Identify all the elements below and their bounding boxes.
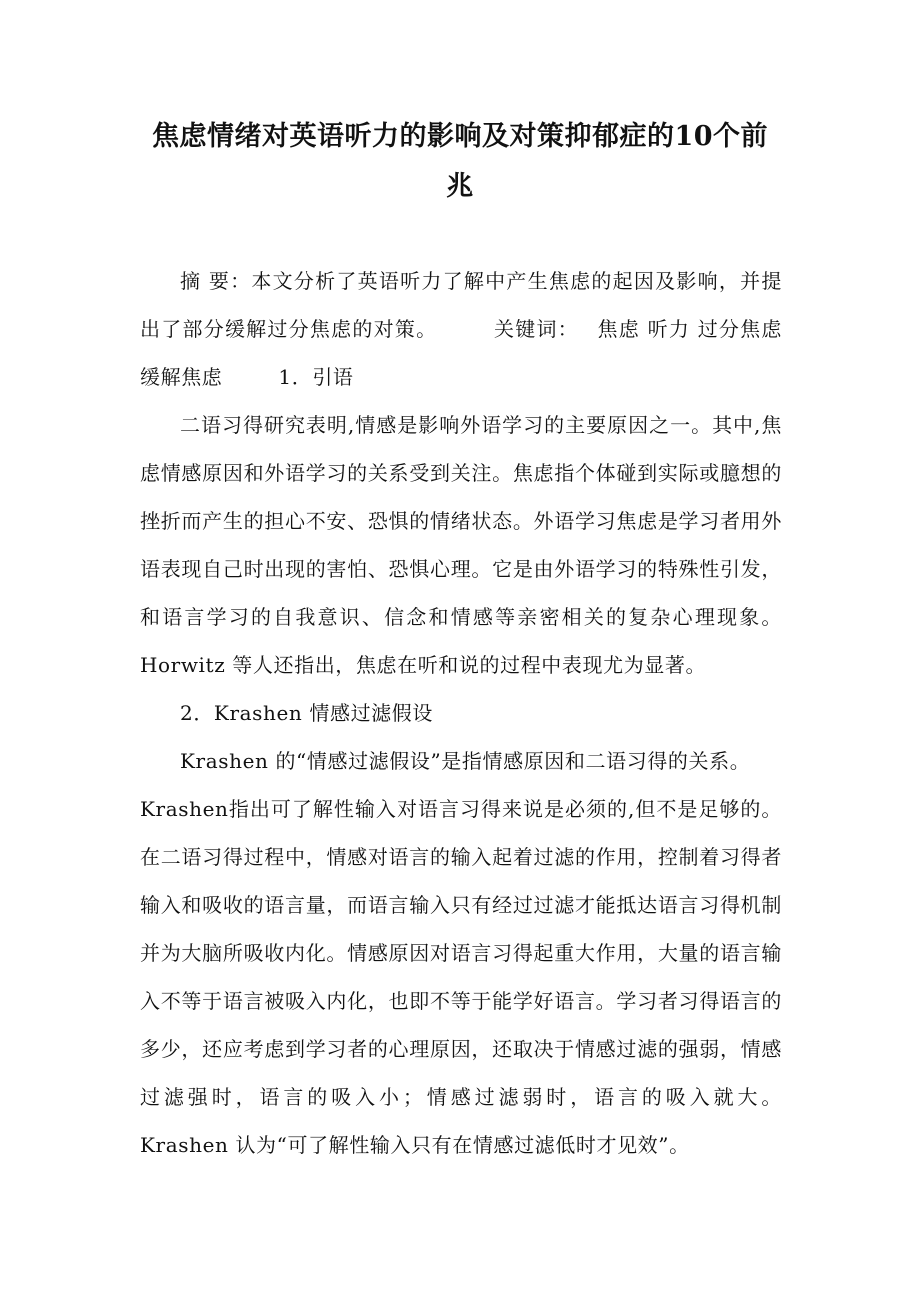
keywords-label: 关键词： <box>493 317 579 341</box>
abstract-label: 摘 要： <box>180 269 252 293</box>
document-body <box>140 257 782 1169</box>
abstract-text: 本文分析了英语听力了解中产生焦虑的起因及影响，并提出了部分缓解过分焦虑的对策。 <box>140 269 783 341</box>
section2-heading: 2．Krashen 情感过滤假设 <box>180 701 433 725</box>
keywords: 焦虑 听力 过分焦虑 缓解焦虑 <box>140 317 783 389</box>
document-title: 焦虑情绪对英语听力的影响及对策抑郁症的10个前兆 <box>151 121 769 202</box>
paragraph-introduction: 二语习得研究表明,情感是影响外语学习的主要原因之一。其中,焦虑情感原因和外语学习的关系受到关注。焦虑指个体碰到实际或臆想的挫折而产生的担心不安、恐惧的情绪状态。外语学习焦虑是学习者用外语表现自己时出现的害怕、恐惧心理。它是由外语学习的特殊性引发，和语言学习的自我意识、信念和情感等亲密相关的复杂心理现象。Horwitz 等人还指出，焦虑在听和说的过程中表现尤为显著。 <box>140 413 782 677</box>
section1-heading: 1．引语 <box>278 365 354 389</box>
abstract-paragraph <box>140 257 782 401</box>
paragraph-krashen-definition: Krashen 的“情感过滤假设”是指情感原因和二语习得的关系。 <box>180 749 751 773</box>
paragraph-krashen-detail: Krashen指出可了解性输入对语言习得来说是必须的,但不是足够的。在二语习得过程中，情感对语言的输入起着过滤的作用，控制着习得者输入和吸收的语言量，而语言输入只有经过过滤才能抵达语言习得机制并为大脑所吸收内化。情感原因对语言习得起重大作用，大量的语言输入不等于语言被吸入内化，也即不等于能学好语言。学习者习得语言的多少，还应考虑到学习者的心理原因，还取决于情感过滤的强弱，情感过滤强时，语言的吸入小；情感过滤弱时，语言的吸入就大。Krashen 认为“可了解性输入只有在情感过滤低时才见效”。 <box>140 797 782 1157</box>
